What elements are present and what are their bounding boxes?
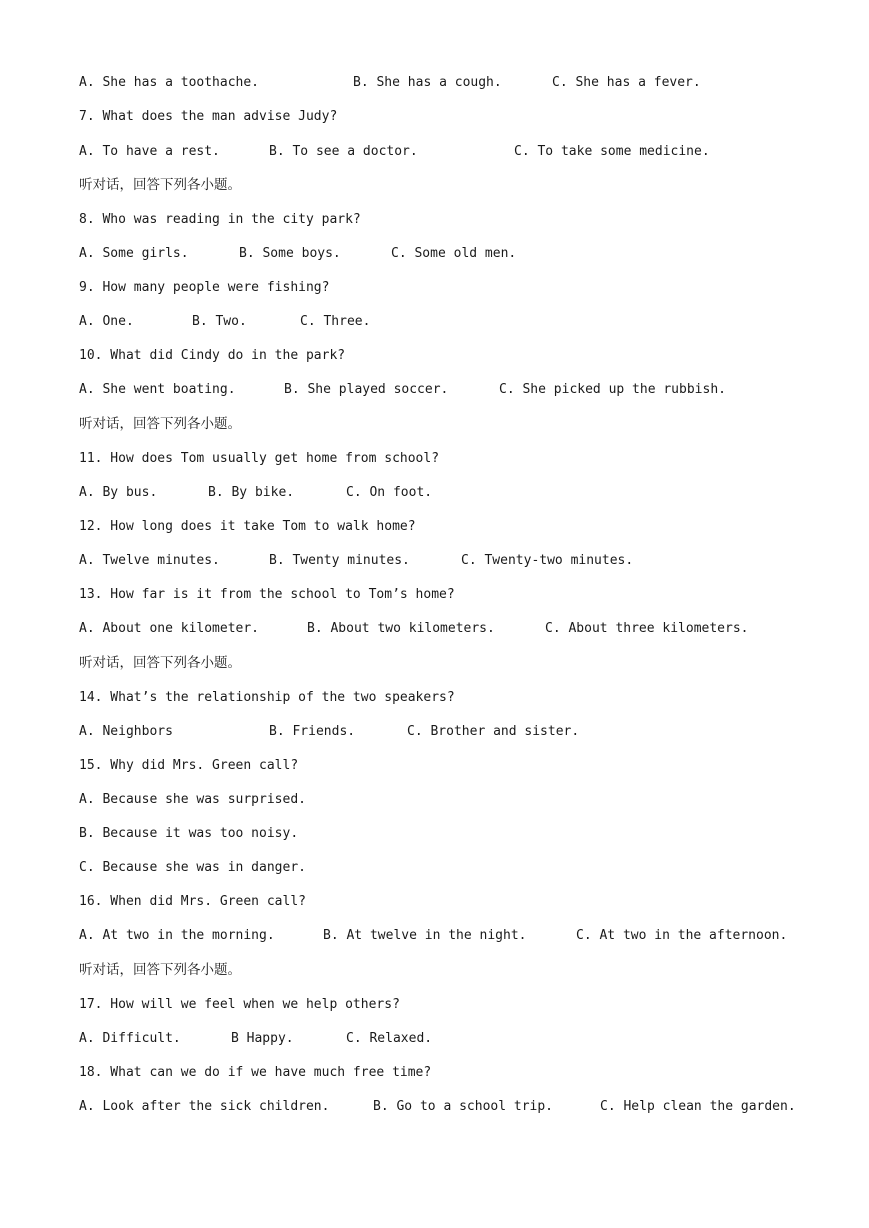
answer-option: A. Because she was surprised. bbox=[79, 792, 306, 807]
question-text: 15. Why did Mrs. Green call? bbox=[79, 758, 299, 773]
answer-option: C. Help clean the garden. bbox=[600, 1099, 796, 1114]
question-text: 18. What can we do if we have much free time? bbox=[79, 1065, 432, 1080]
answer-option: B. Some boys. bbox=[239, 246, 341, 261]
answer-option: A. Look after the sick children. bbox=[79, 1099, 330, 1114]
answer-option: A. She went boating. bbox=[79, 382, 236, 397]
question-text: 7. What does the man advise Judy? bbox=[79, 109, 338, 124]
question-text: 11. How does Tom usually get home from school? bbox=[79, 451, 440, 466]
answer-option: C. On foot. bbox=[346, 485, 433, 500]
question-text: 9. How many people were fishing? bbox=[79, 280, 330, 295]
answer-option: C. To take some medicine. bbox=[514, 144, 710, 159]
answer-option: A. To have a rest. bbox=[79, 144, 220, 159]
answer-option: C. She picked up the rubbish. bbox=[499, 382, 726, 397]
answer-option: C. Brother and sister. bbox=[407, 724, 580, 739]
answer-option: B. Go to a school trip. bbox=[373, 1099, 554, 1114]
answer-option: A. Difficult. bbox=[79, 1031, 181, 1046]
answer-option: A. At two in the morning. bbox=[79, 928, 275, 943]
answer-option: A. By bus. bbox=[79, 485, 158, 500]
answer-option: B. About two kilometers. bbox=[307, 621, 495, 636]
answer-option: B. Friends. bbox=[269, 724, 356, 739]
question-text: 8. Who was reading in the city park? bbox=[79, 212, 361, 227]
question-text: 13. How far is it from the school to Tom’s home? bbox=[79, 587, 455, 602]
answer-option: A. She has a toothache. bbox=[79, 75, 260, 90]
answer-option: C. Because she was in danger. bbox=[79, 860, 306, 875]
answer-option: A. Neighbors bbox=[79, 724, 173, 739]
answer-option: B. She played soccer. bbox=[284, 382, 449, 397]
answer-option: A. Twelve minutes. bbox=[79, 553, 220, 568]
answer-option: C. She has a fever. bbox=[552, 75, 701, 90]
answer-option: B. Because it was too noisy. bbox=[79, 826, 299, 841]
section-header: 听对话，回答下列各小题。 bbox=[79, 655, 241, 671]
answer-option: B. She has a cough. bbox=[353, 75, 502, 90]
answer-option: B. At twelve in the night. bbox=[323, 928, 527, 943]
answer-option: B. To see a doctor. bbox=[269, 144, 418, 159]
answer-option: C. Three. bbox=[300, 314, 371, 329]
answer-option: C. Relaxed. bbox=[346, 1031, 433, 1046]
answer-option: B. Twenty minutes. bbox=[269, 553, 410, 568]
answer-option: A. About one kilometer. bbox=[79, 621, 260, 636]
answer-option: C. Twenty-two minutes. bbox=[461, 553, 634, 568]
section-header: 听对话，回答下列各小题。 bbox=[79, 416, 241, 432]
answer-option: A. One. bbox=[79, 314, 134, 329]
answer-option: B. Two. bbox=[192, 314, 247, 329]
section-header: 听对话，回答下列各小题。 bbox=[79, 962, 241, 978]
answer-option: C. About three kilometers. bbox=[545, 621, 749, 636]
answer-option: B Happy. bbox=[231, 1031, 294, 1046]
question-text: 10. What did Cindy do in the park? bbox=[79, 348, 346, 363]
answer-option: A. Some girls. bbox=[79, 246, 189, 261]
question-text: 17. How will we feel when we help others? bbox=[79, 997, 400, 1012]
question-text: 16. When did Mrs. Green call? bbox=[79, 894, 306, 909]
section-header: 听对话，回答下列各小题。 bbox=[79, 177, 241, 193]
question-text: 12. How long does it take Tom to walk home? bbox=[79, 519, 416, 534]
question-text: 14. What’s the relationship of the two speakers? bbox=[79, 690, 455, 705]
answer-option: B. By bike. bbox=[208, 485, 295, 500]
answer-option: C. Some old men. bbox=[391, 246, 517, 261]
answer-option: C. At two in the afternoon. bbox=[576, 928, 788, 943]
